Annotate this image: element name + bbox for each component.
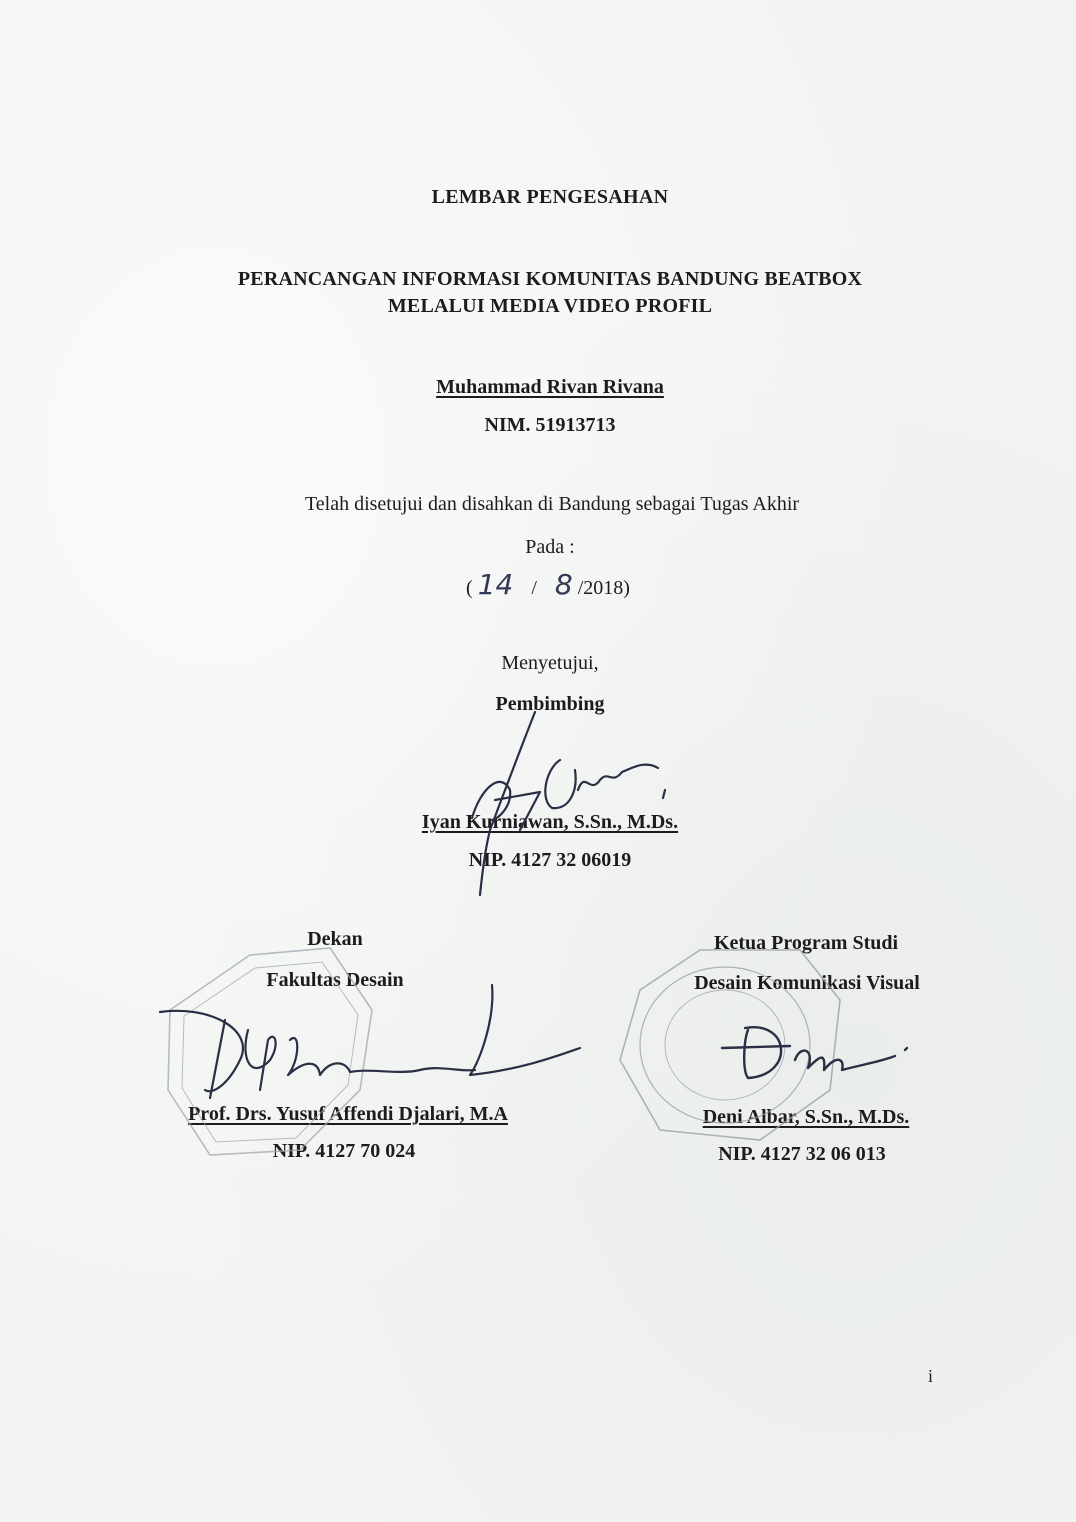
date-day-handwritten: 14 (477, 568, 514, 601)
date-year: /2018) (577, 577, 630, 599)
thesis-title-line-1: PERANCANGAN INFORMASI KOMUNITAS BANDUNG BEATBOX (237, 268, 863, 290)
program-head-name: Deni Albar, S.Sn., M.Ds. (702, 1106, 910, 1128)
program-head-nip: NIP. 4127 32 06 013 (718, 1143, 886, 1165)
approval-date (466, 568, 630, 601)
author-name: Muhammad Rivan Rivana (436, 376, 664, 398)
page-number: i (928, 1366, 934, 1386)
advisor-name: Iyan Kurniawan, S.Sn., M.Ds. (421, 811, 679, 833)
document-heading: LEMBAR PENGESAHAN (431, 186, 669, 208)
approval-statement: Telah disetujui dan disahkan di Bandung sebagai Tugas Akhir (304, 493, 800, 515)
dean-nip: NIP. 4127 70 024 (272, 1140, 416, 1162)
dean-role: Dekan (307, 928, 363, 950)
date-open-paren: ( (466, 577, 473, 599)
date-month-handwritten: 8 (554, 568, 573, 601)
thesis-title-line-2: MELALUI MEDIA VIDEO PROFIL (387, 295, 713, 317)
date-separator: / (531, 577, 537, 599)
advisor-nip: NIP. 4127 32 06019 (468, 849, 632, 871)
program-head-program: Desain Komunikasi Visual (694, 972, 920, 994)
program-head-role: Ketua Program Studi (713, 932, 899, 954)
advisor-role: Pembimbing (495, 693, 605, 715)
dean-name: Prof. Drs. Yusuf Affendi Djalari, M.A (188, 1103, 508, 1125)
author-nim: NIM. 51913713 (484, 414, 616, 436)
date-label: Pada : (525, 536, 575, 558)
approved-label: Menyetujui, (501, 652, 599, 674)
dean-faculty: Fakultas Desain (266, 969, 404, 991)
